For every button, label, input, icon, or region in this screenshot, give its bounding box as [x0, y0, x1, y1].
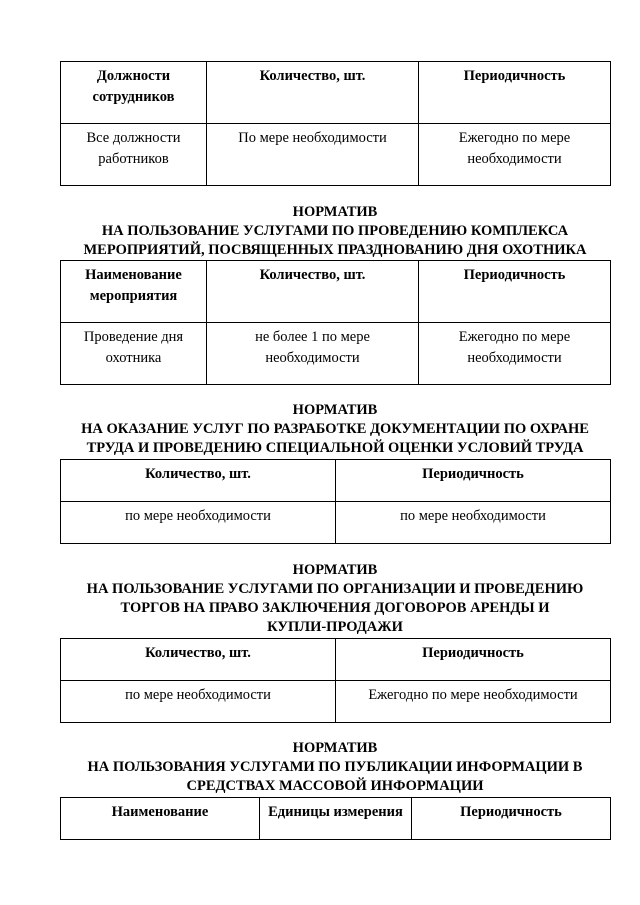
table-cell: Проведение дня охотника: [61, 323, 207, 385]
table-cell: По мере необходимости: [207, 124, 419, 186]
table-row: [61, 681, 611, 723]
section-title: [60, 401, 610, 458]
staff-table: [60, 61, 611, 186]
header-cell: Должности сотрудников: [61, 62, 207, 124]
title-line: ТОРГОВ НА ПРАВО ЗАКЛЮЧЕНИЯ ДОГОВОРОВ АРЕНДЫ И: [120, 600, 550, 616]
table-cell: по мере необходимости: [61, 681, 336, 723]
table-header-row: [61, 261, 611, 323]
title-line: КУПЛИ-ПРОДАЖИ: [267, 619, 403, 635]
title-line: НОРМАТИВ: [292, 562, 378, 578]
table-header-row: [61, 639, 611, 681]
section-title: [60, 561, 610, 637]
header-cell: Количество, шт.: [207, 62, 419, 124]
media-publication-table: [60, 797, 611, 840]
header-cell: Периодичность: [412, 798, 611, 840]
section-title: [60, 739, 610, 796]
table-row: [61, 502, 611, 544]
labor-safety-table: [60, 459, 611, 544]
title-line: НА ПОЛЬЗОВАНИЕ УСЛУГАМИ ПО ПРОВЕДЕНИЮ КОМПЛЕКСА: [101, 223, 569, 239]
header-cell: Количество, шт.: [61, 639, 336, 681]
hunter-day-table: [60, 260, 611, 385]
header-cell: Периодичность: [419, 261, 611, 323]
header-cell: Единицы измерения: [260, 798, 412, 840]
title-line: НА ПОЛЬЗОВАНИЯ УСЛУГАМИ ПО ПУБЛИКАЦИИ ИНФОРМАЦИИ В: [87, 759, 583, 775]
title-line: ТРУДА И ПРОВЕДЕНИЮ СПЕЦИАЛЬНОЙ ОЦЕНКИ УСЛОВИЙ ТРУДА: [86, 440, 584, 456]
table-cell: Все должности работников: [61, 124, 207, 186]
table-cell: по мере необходимости: [336, 502, 611, 544]
title-line: НОРМАТИВ: [292, 402, 378, 418]
table-cell: по мере необходимости: [61, 502, 336, 544]
title-line: НОРМАТИВ: [292, 740, 378, 756]
title-line: НА ПОЛЬЗОВАНИЕ УСЛУГАМИ ПО ОРГАНИЗАЦИИ И ПРОВЕДЕНИЮ: [86, 581, 584, 597]
tenders-table: [60, 638, 611, 723]
header-cell: Периодичность: [336, 460, 611, 502]
header-cell: Количество, шт.: [207, 261, 419, 323]
table-header-row: [61, 460, 611, 502]
table-cell: Ежегодно по мере необходимости: [419, 124, 611, 186]
table-cell: не более 1 по мере необходимости: [207, 323, 419, 385]
table-row: [61, 124, 611, 186]
header-cell: Количество, шт.: [61, 460, 336, 502]
header-cell: Периодичность: [419, 62, 611, 124]
section-title: [60, 203, 610, 260]
header-cell: Наименование мероприятия: [61, 261, 207, 323]
title-line: НА ОКАЗАНИЕ УСЛУГ ПО РАЗРАБОТКЕ ДОКУМЕНТАЦИИ ПО ОХРАНЕ: [81, 421, 589, 437]
table-row: [61, 323, 611, 385]
table-cell: Ежегодно по мере необходимости: [419, 323, 611, 385]
title-line: МЕРОПРИЯТИЙ, ПОСВЯЩЕННЫХ ПРАЗДНОВАНИЮ ДНЯ ОХОТНИКА: [83, 242, 587, 258]
table-cell: Ежегодно по мере необходимости: [336, 681, 611, 723]
title-line: НОРМАТИВ: [292, 204, 378, 220]
header-cell: Периодичность: [336, 639, 611, 681]
header-cell: Наименование: [61, 798, 260, 840]
table-header-row: [61, 798, 611, 840]
table-header-row: [61, 62, 611, 124]
title-line: СРЕДСТВАХ МАССОВОЙ ИНФОРМАЦИИ: [186, 778, 484, 794]
